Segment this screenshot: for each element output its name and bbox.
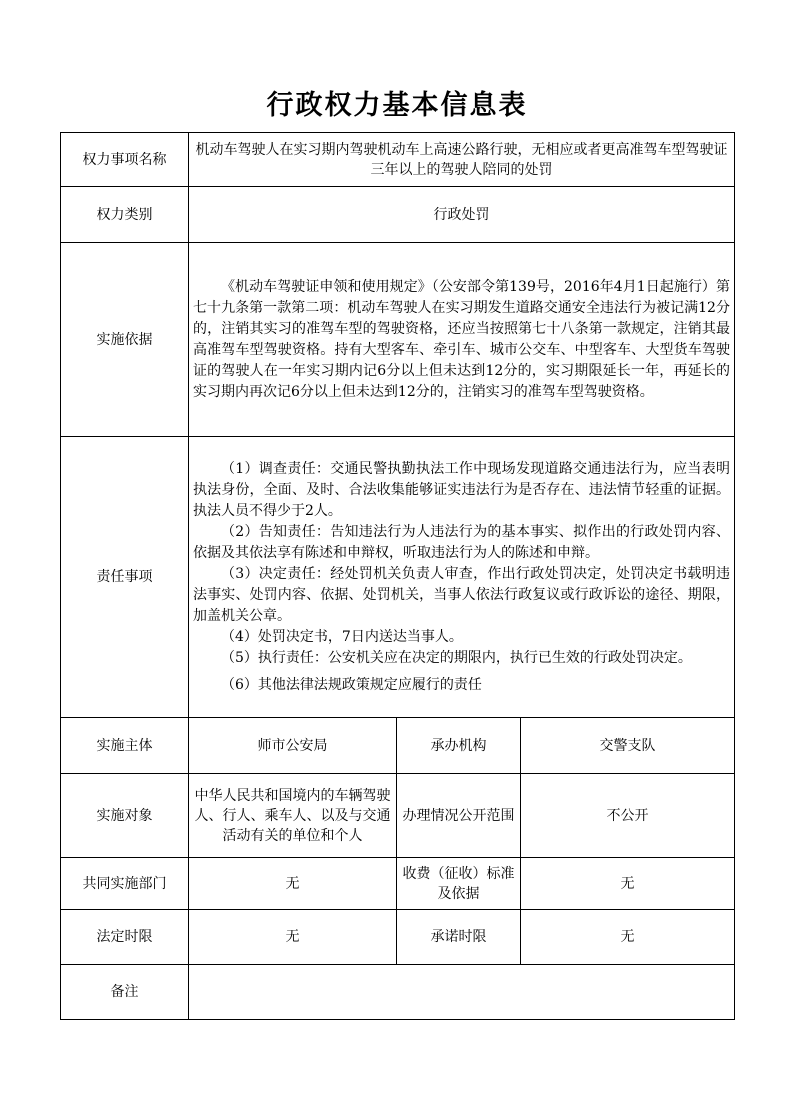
responsibility-cell: [189, 437, 735, 718]
joint-department-value: 无: [189, 858, 397, 910]
basis-text: 《机动车驾驶证申领和使用规定》（公安部令第139号，2016年4月1日起施行）第七十九条第一款第二项：机动车驾驶人在实习期发生道路交通安全违法行为被记满12分的，注销其实习的准驾车型的驾驶资格，还应当按照第七十八条第一款规定，注销其最高准驾车型驾驶资格。持有大型客车、牵引车、城市公交车、中型客车、大型货车驾驶证的驾驶人在一年实习期内记6分以上但未达到12分的，实习期限延长一年，再延长的实习期内再次记6分以上但未达到12分的，注销实习的准驾车型驾驶资格。: [193, 278, 730, 400]
legal-time-limit-label: 法定时限: [61, 910, 189, 965]
row-remarks: [61, 965, 735, 1020]
power-name-value: 机动车驾驶人在实习期内驾驶机动车上高速公路行驶，无相应或者更高准驾车型驾驶证三年以上的驾驶人陪同的处罚: [189, 133, 735, 187]
promised-time-limit-label: 承诺时限: [397, 910, 521, 965]
fee-standard-label: 收费（征收）标准及依据: [397, 858, 521, 910]
row-subject: [61, 718, 735, 774]
subject-label: 实施主体: [61, 718, 189, 774]
disclosure-scope-value: 不公开: [521, 774, 735, 858]
responsibility-item-decide: （3）决定责任：经处罚机关负责人审查，作出行政处罚决定，处罚决定书载明违法事实、处罚内容、依据、处罚机关，当事人依法行政复议或行政诉讼的途径、期限，加盖机关公章。: [193, 565, 730, 624]
row-responsibility: [61, 437, 735, 718]
power-category-value: 行政处罚: [189, 187, 735, 243]
row-target: [61, 774, 735, 858]
power-category-label: 权力类别: [61, 187, 189, 243]
promised-time-limit-value: 无: [521, 910, 735, 965]
legal-time-limit-value: 无: [189, 910, 397, 965]
basis-label: 实施依据: [61, 243, 189, 437]
responsibility-item-execute: （5）执行责任：公安机关应在决定的期限内，执行已生效的行政处罚决定。: [221, 649, 692, 666]
handling-agency-value: 交警支队: [521, 718, 735, 774]
responsibility-item-notify: （2）告知责任：告知违法行为人违法行为的基本事实、拟作出的行政处罚内容、依据及其依法享有陈述和申辩权，听取违法行为人的陈述和申辩。: [193, 523, 730, 561]
responsibility-list: [193, 459, 730, 696]
joint-department-label: 共同实施部门: [61, 858, 189, 910]
info-table: [60, 132, 735, 1020]
remarks-value: [189, 965, 735, 1020]
responsibility-item-investigate: （1）调查责任：交通民警执勤执法工作中现场发现道路交通违法行为，应当表明执法身份，全面、及时、合法收集能够证实违法行为是否存在、违法情节轻重的证据。执法人员不得少于2人。: [193, 460, 730, 519]
row-power-category: [61, 187, 735, 243]
target-value: 中华人民共和国境内的车辆驾驶人、行人、乘车人、以及与交通活动有关的单位和个人: [189, 774, 397, 858]
disclosure-scope-label: 办理情况公开范围: [397, 774, 521, 858]
responsibility-label: 责任事项: [61, 437, 189, 718]
basis-cell: [189, 243, 735, 437]
row-joint: [61, 858, 735, 910]
handling-agency-label: 承办机构: [397, 718, 521, 774]
subject-value: 师市公安局: [189, 718, 397, 774]
row-basis: [61, 243, 735, 437]
page-title: 行政权力基本信息表: [266, 90, 528, 121]
target-label: 实施对象: [61, 774, 189, 858]
power-name-label: 权力事项名称: [61, 133, 189, 187]
fee-standard-value: 无: [521, 858, 735, 910]
row-time-limit: [61, 910, 735, 965]
row-power-name: [61, 133, 735, 187]
remarks-label: 备注: [61, 965, 189, 1020]
responsibility-item-deliver: （4）处罚决定书，7日内送达当事人。: [221, 628, 463, 645]
responsibility-item-other: （6）其他法律法规政策规定应履行的责任: [221, 676, 482, 693]
